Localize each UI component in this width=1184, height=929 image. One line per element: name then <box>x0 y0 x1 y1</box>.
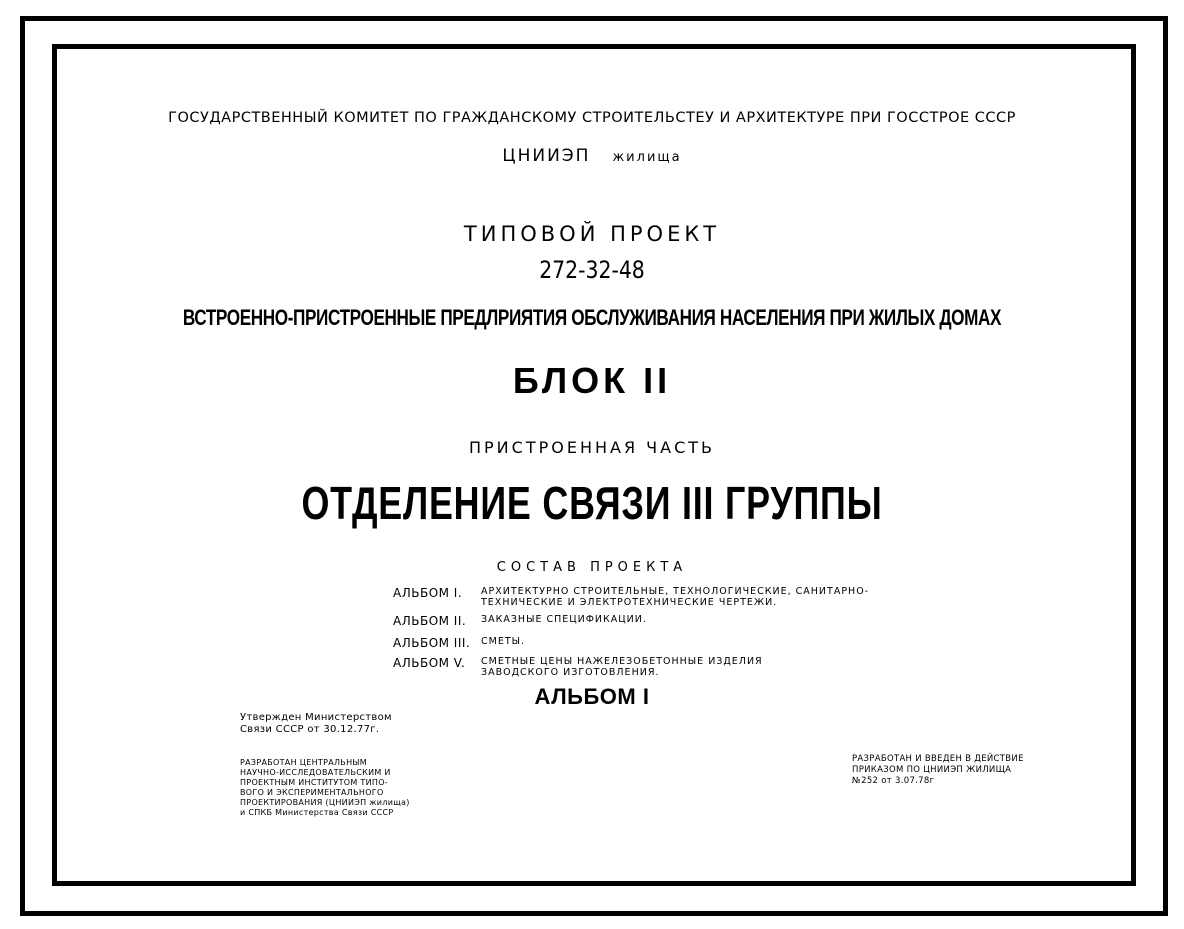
album-label: АЛЬБОМ II. <box>393 614 467 628</box>
project-subject: ВСТРОЕННО-ПРИСТРОЕННЫЕ ПРЕДЛРИЯТИЯ ОБСЛУЖИВАНИЯ НАСЕЛЕНИЯ ПРИ ЖИЛЫХ ДОМАХ <box>182 305 1002 330</box>
album-item <box>393 636 893 650</box>
composition-heading: СОСТАВ ПРОЕКТА <box>496 560 688 575</box>
album-item <box>393 614 893 628</box>
block-title: БЛОК II <box>512 360 672 401</box>
album-item <box>393 656 893 678</box>
album-description: ЗАКАЗНЫЕ СПЕЦИФИКАЦИИ. <box>481 614 647 625</box>
project-number: 272-32-48 <box>539 256 645 284</box>
institute-line <box>0 146 1184 166</box>
album-description: АРХИТЕКТУРНО СТРОИТЕЛЬНЫЕ, ТЕХНОЛОГИЧЕСКИЕ, САНИТАРНО- ТЕХНИЧЕСКИЕ И ЭЛЕКТРОТЕХНИЧЕСКИЕ ЧЕРТЕЖИ. <box>481 586 870 608</box>
album-description: СМЕТЫ. <box>481 636 526 647</box>
album-label: АЛЬБОМ III. <box>393 636 471 650</box>
institute-subtitle: жилища <box>612 150 682 165</box>
part-label: ПРИСТРОЕННАЯ ЧАСТЬ <box>469 438 715 457</box>
album-label: АЛЬБОМ V. <box>393 656 466 670</box>
album-description: СМЕТНЫЕ ЦЕНЫ НАЖЕЛЕЗОБЕТОННЫЕ ИЗДЕЛИЯ ЗАВОДСКОГО ИЗГОТОВЛЕНИЯ. <box>481 656 763 678</box>
approval-note: Утвержден Министерством Связи СССР от 30.12.77г. <box>240 712 392 735</box>
enactment-note: РАЗРАБОТАН И ВВЕДЕН В ДЕЙСТВИЕ ПРИКАЗОМ ПО ЦНИИЭП ЖИЛИЩА №252 от 3.07.78г <box>852 754 1024 786</box>
main-title: ОТДЕЛЕНИЕ СВЯЗИ III ГРУППЫ <box>301 477 883 529</box>
album-label: АЛЬБОМ I. <box>393 586 463 600</box>
developer-note: РАЗРАБОТАН ЦЕНТРАЛЬНЫМ НАУЧНО-ИССЛЕДОВАТЕЛЬСКИМ И ПРОЕКТНЫМ ИНСТИТУТОМ ТИПО- ВОГО И ЭКСПЕРИМЕНТАЛЬНОГО ПРОЕКТИРОВАНИЯ (ЦНИИЭП жилища) и СПКБ Министерства Связи СССР <box>240 758 410 817</box>
current-album: АЛЬБОМ I <box>534 684 650 709</box>
album-item <box>393 586 893 608</box>
institute-name: ЦНИИЭП <box>502 146 591 166</box>
committee-name: ГОСУДАРСТВЕННЫЙ КОМИТЕТ ПО ГРАЖДАНСКОМУ СТРОИТЕЛЬСТЕУ И АРХИТЕКТУРЕ ПРИ ГОССТРОЕ СССР <box>168 110 1016 126</box>
project-type: ТИПОВОЙ ПРОЕКТ <box>463 222 721 246</box>
album-list <box>393 586 893 684</box>
